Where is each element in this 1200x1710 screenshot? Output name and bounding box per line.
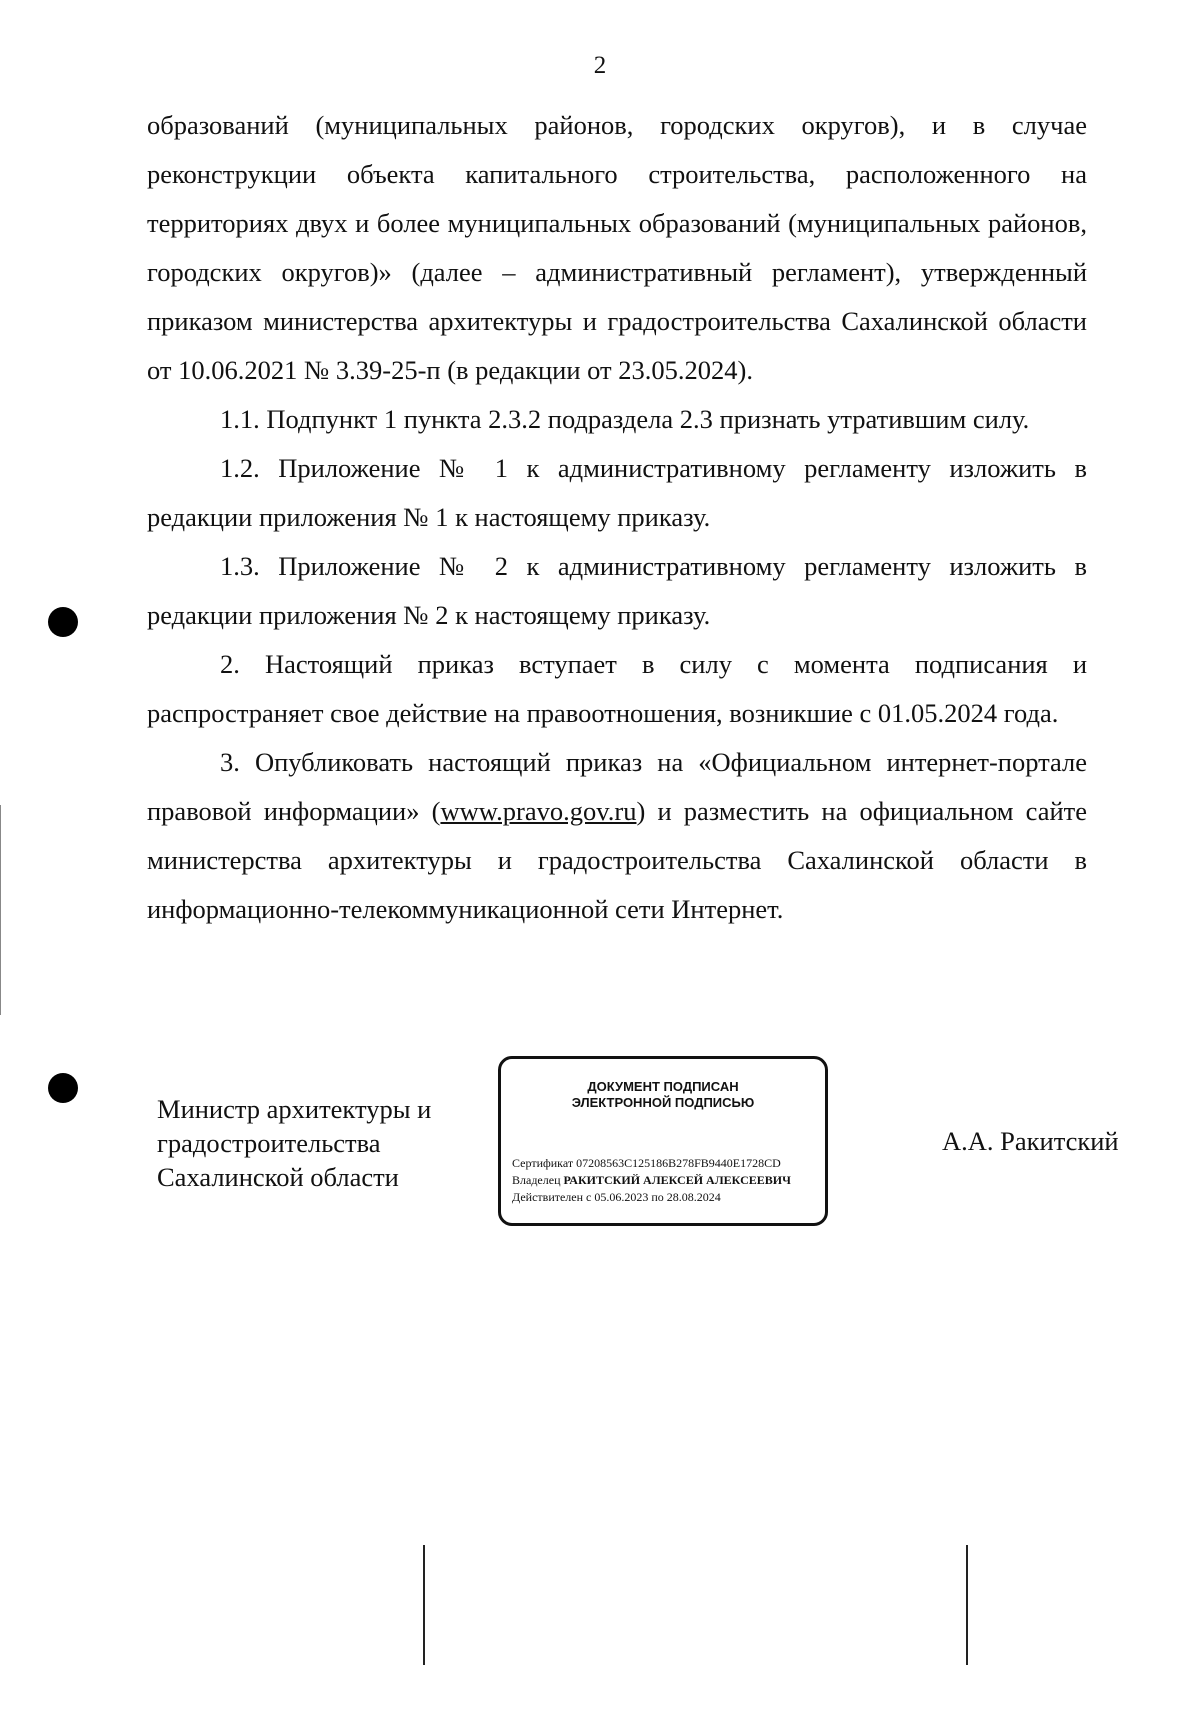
- document-body: [147, 101, 1087, 934]
- signer-position-line: Министр архитектуры и: [157, 1094, 432, 1124]
- punch-hole: [48, 1073, 78, 1103]
- validity-label: Действителен: [512, 1190, 584, 1204]
- paragraph-1-3: 1.3. Приложение № 2 к административному регламенту изложить в редакции приложения № 2 к настоящему приказу.: [147, 551, 1087, 630]
- validity-value: с 05.06.2023 по 28.08.2024: [586, 1190, 721, 1204]
- stamp-title-line: ДОКУМЕНТ ПОДПИСАН: [587, 1079, 739, 1094]
- electronic-signature-stamp: [498, 1056, 828, 1226]
- stamp-certificate: [512, 1155, 791, 1172]
- scan-edge-line: [0, 805, 1, 1015]
- paragraph-3-start: 3. Опубликовать настоящий приказ на «Официальном интернет-портале правовой информации» (: [147, 747, 1087, 826]
- pravo-link[interactable]: www.pravo.gov.ru: [440, 796, 637, 826]
- owner-label: Владелец: [512, 1173, 561, 1187]
- stamp-validity: [512, 1189, 791, 1206]
- paragraph-1-1: 1.1. Подпункт 1 пункта 2.3.2 подраздела 2.3 признать утратившим силу.: [220, 404, 1030, 434]
- paragraph-3-end: ) и разместить на официальном сайте министерства архитектуры и градостроительства Сахалинской области в информационно-телекоммуникационной сети Интернет.: [147, 796, 1088, 924]
- stamp-title: [501, 1079, 825, 1111]
- signer-position-line: градостроительства: [157, 1128, 381, 1158]
- stamp-details: [512, 1155, 791, 1206]
- stamp-owner: [512, 1172, 791, 1189]
- certificate-value: 07208563C125186B278FB9440E1728CD: [576, 1156, 781, 1170]
- owner-value: РАКИТСКИЙ АЛЕКСЕЙ АЛЕКСЕЕВИЧ: [563, 1173, 791, 1187]
- page-number: 2: [593, 52, 607, 79]
- punch-hole: [48, 607, 78, 637]
- signer-position: [157, 1092, 431, 1194]
- signer-name: А.А. Ракитский: [942, 1126, 1119, 1156]
- scan-artifact-line: [423, 1545, 425, 1665]
- paragraph-continuation: образований (муниципальных районов, городских округов), и в случае реконструкции объекта капитального строительства, расположенного на территориях двух и более муниципальных образований (муниципальных районов, городских округов)» (далее – административный регламент), утвержденный приказом министерства архитектуры и градостроительства Сахалинской области от 10.06.2021 № 3.39-25-п (в редакции от 23.05.2024).: [147, 110, 1087, 385]
- certificate-label: Сертификат: [512, 1156, 574, 1170]
- paragraph-1-2: 1.2. Приложение № 1 к административному регламенту изложить в редакции приложения № 1 к настоящему приказу.: [147, 453, 1087, 532]
- signer-position-line: Сахалинской области: [157, 1162, 399, 1192]
- stamp-title-line: ЭЛЕКТРОННОЙ ПОДПИСЬЮ: [571, 1095, 755, 1110]
- scan-artifact-line: [966, 1545, 968, 1665]
- paragraph-2: 2. Настоящий приказ вступает в силу с момента подписания и распространяет свое действие на правоотношения, возникшие с 01.05.2024 года.: [147, 649, 1087, 728]
- paragraph-3: [147, 738, 1087, 934]
